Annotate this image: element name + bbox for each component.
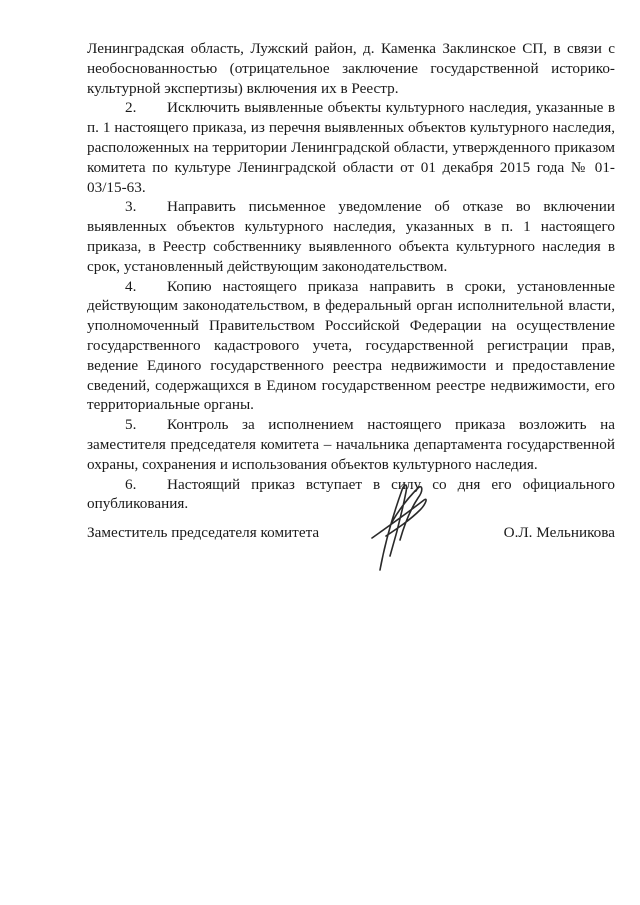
item-paragraph-3	[87, 197, 615, 276]
item-paragraph-6	[87, 475, 615, 515]
signatory-position: Заместитель председателя комитета	[87, 524, 320, 541]
item-text: Контроль за исполнением настоящего приказа возложить на заместителя председателя комитета – начальника департамента государственной охраны, сохранения и использования объектов культурного наследия.	[87, 416, 615, 473]
item-text: Исключить выявленные объекты культурного наследия, указанные в п. 1 настоящего приказа, из перечня выявленных объектов культурного наследия, расположенных на территории Ленинградской области, утвержденного приказом комитета по культуре Ленинградской области от 01 декабря 2015 года № 01-03/15-63.	[87, 99, 615, 196]
item-text: Копию настоящего приказа направить в сроки, установленные действующим законодательством, в федеральный орган исполнительной власти, уполномоченный Правительством Российской Федерации на осуществление государственного кадастрового учета, государственной регистрации прав, ведение Единого государственного реестра недвижимости и предоставление сведений, содержащихся в Едином государственном реестре недвижимости, его территориальные органы.	[87, 277, 615, 414]
item-number: 3.	[125, 198, 137, 216]
item-paragraph-2	[87, 98, 615, 197]
signatory-name: О.Л. Мельникова	[503, 524, 615, 541]
item-number: 2.	[125, 99, 137, 117]
item-text: Направить письменное уведомление об отказе во включении выявленных объектов культурного наследия, указанных в п. 1 настоящего приказа, в Реестр собственнику выявленного объекта культурного наследия в срок, установленный действующим законодательством.	[87, 198, 615, 275]
signature-row	[87, 516, 615, 546]
item-number: 5.	[125, 416, 137, 434]
item-paragraph-4	[87, 277, 615, 416]
document-body	[87, 39, 615, 514]
item-number: 4.	[125, 277, 137, 295]
item-number: 6.	[125, 475, 137, 493]
item-text: Настоящий приказ вступает в силу со дня его официального опубликования.	[87, 475, 615, 513]
continuation-paragraph: Ленинградская область, Лужский район, д. Каменка Заклинское СП, в связи с необоснованностью (отрицательное заключение государственной историко-культурной экспертизы) включения их в Реестр.	[87, 40, 615, 97]
item-paragraph-5	[87, 415, 615, 474]
